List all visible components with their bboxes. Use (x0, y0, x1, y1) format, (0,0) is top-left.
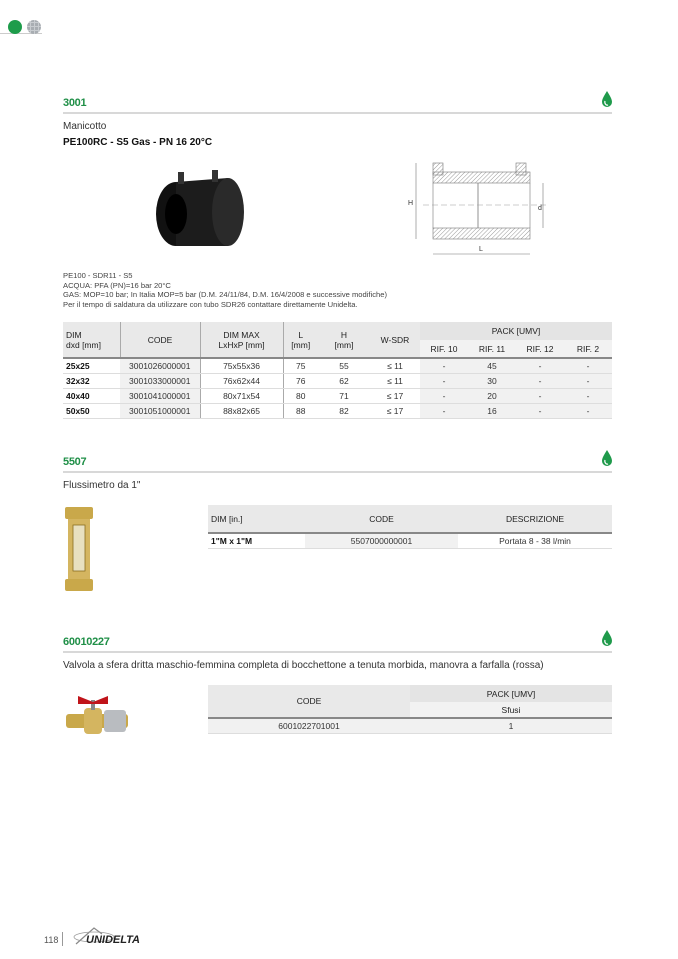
spec-table-60010227 (208, 685, 612, 734)
cell-dim: 50x50 (63, 403, 120, 418)
section-divider (63, 471, 612, 473)
header-l-unit: [mm] (291, 339, 311, 350)
cell-rif12: - (516, 358, 564, 373)
header-pack: PACK [UMV] (410, 685, 612, 702)
cell-dim: 25x25 (63, 358, 120, 373)
header-rif10: RIF. 10 (420, 340, 468, 358)
cell-wsdr: ≤ 17 (370, 388, 420, 403)
table-row (208, 533, 612, 548)
green-dot-icon (8, 20, 22, 34)
cell-l: 80 (283, 388, 318, 403)
cell-rif12: - (516, 403, 564, 418)
cell-rif10: - (420, 388, 468, 403)
water-drop-icon (601, 450, 613, 466)
product-subtitle: PE100RC - S5 Gas - PN 16 20°C (63, 137, 213, 148)
header-dim: DIM [in.] (208, 505, 305, 533)
header-code: CODE (305, 505, 458, 533)
cell-h: 62 (318, 373, 370, 388)
grid-dot-icon (27, 20, 41, 34)
header-sfusi: Sfusi (410, 702, 612, 718)
cell-rif2: - (564, 358, 612, 373)
cell-rif2: - (564, 388, 612, 403)
cell-h: 71 (318, 388, 370, 403)
cell-rif12: - (516, 373, 564, 388)
cell-wsdr: ≤ 17 (370, 403, 420, 418)
cell-dim-max: 76x62x44 (200, 373, 283, 388)
table-body (63, 358, 612, 418)
water-drop-icon (601, 91, 613, 107)
note-line: PE100 - SDR11 - S5 (63, 271, 133, 280)
product-name: Flussimetro da 1" (63, 480, 141, 491)
table-row (208, 718, 612, 733)
cell-h: 55 (318, 358, 370, 373)
header-dim-max-unit: LxHxP [mm] (218, 339, 265, 350)
note-line: Per il tempo di saldatura da utilizzare con tubo SDR26 contattare direttamente Unidelta. (63, 299, 358, 309)
water-drop-icon (601, 630, 613, 646)
cell-pack: 1 (410, 718, 612, 733)
technical-notes (63, 271, 387, 309)
cell-h: 82 (318, 403, 370, 418)
product-name: Valvola a sfera dritta maschio-femmina completa di bocchettone a tenuta morbida, manovra a farfalla (rossa) (63, 660, 544, 671)
cell-wsdr: ≤ 11 (370, 358, 420, 373)
spec-table-5507 (208, 505, 612, 549)
cell-rif11: 45 (468, 358, 516, 373)
cell-code: 3001026000001 (120, 358, 200, 373)
svg-text:UNIDELTA: UNIDELTA (86, 934, 140, 946)
note-line: ACQUA: PFA (PN)=16 bar 20°C (63, 280, 171, 290)
coupler-photo (150, 170, 250, 254)
header-wsdr: W-SDR (370, 322, 420, 358)
header-rif2: RIF. 2 (564, 340, 612, 358)
page-number: 118 (44, 935, 59, 945)
header-description: DESCRIZIONE (458, 505, 612, 533)
header-l: L (298, 329, 304, 340)
cell-code: 6001022701001 (208, 718, 410, 733)
cell-rif11: 30 (468, 373, 516, 388)
cell-code: 3001041000001 (120, 388, 200, 403)
cell-wsdr: ≤ 11 (370, 373, 420, 388)
cell-l: 75 (283, 358, 318, 373)
table-row (63, 358, 612, 373)
header-code: CODE (208, 685, 410, 718)
table-row (63, 373, 612, 388)
cell-dim-max: 80x71x54 (200, 388, 283, 403)
label-h: H (408, 200, 414, 207)
cell-rif11: 20 (468, 388, 516, 403)
cell-l: 88 (283, 403, 318, 418)
product-name: Manicotto (63, 121, 107, 132)
cell-code: 5507000000001 (305, 533, 458, 548)
cell-l: 76 (283, 373, 318, 388)
cell-description: Portata 8 - 38 l/min (458, 533, 612, 548)
ball-valve-photo (64, 694, 132, 738)
cell-dim: 1"M x 1"M (208, 533, 305, 548)
cell-rif11: 16 (468, 403, 516, 418)
footer-divider (62, 932, 63, 946)
cell-dim-max: 75x55x36 (200, 358, 283, 373)
header-dim-max: DIM MAX (223, 329, 260, 340)
product-code-60010227: 60010227 (63, 636, 110, 648)
cell-code: 3001033000001 (120, 373, 200, 388)
header-code: CODE (120, 322, 200, 358)
header-rif12: RIF. 12 (516, 340, 564, 358)
cell-rif10: - (420, 373, 468, 388)
header-pack: PACK [UMV] (420, 322, 612, 340)
header-dim: DIM (66, 329, 82, 340)
section-divider (63, 112, 612, 114)
header-h-unit: [mm] (334, 339, 354, 350)
unidelta-logo (72, 926, 172, 948)
cell-dim: 32x32 (63, 373, 120, 388)
spec-table-3001 (63, 322, 612, 419)
cell-rif10: - (420, 358, 468, 373)
cell-dim-max: 88x82x65 (200, 403, 283, 418)
product-code-3001: 3001 (63, 97, 87, 109)
header-h: H (340, 329, 348, 340)
label-d: d (538, 205, 542, 212)
cell-dim: 40x40 (63, 388, 120, 403)
flowmeter-photo (62, 505, 96, 595)
section-divider (63, 651, 612, 653)
product-code-5507: 5507 (63, 456, 87, 468)
cell-rif2: - (564, 403, 612, 418)
note-line: GAS: MOP=10 bar; In Italia MOP=5 bar (D.M. 24/11/84, D.M. 16/4/2008 e successive modifiche) (63, 290, 388, 299)
cell-code: 3001051000001 (120, 403, 200, 418)
table-row (63, 388, 612, 403)
table-row (63, 403, 612, 418)
dimension-drawing (398, 158, 553, 258)
header-dim-unit: dxd [mm] (66, 339, 101, 350)
cell-rif2: - (564, 373, 612, 388)
cell-rif10: - (420, 403, 468, 418)
label-l: L (479, 246, 483, 253)
header-rif11: RIF. 11 (468, 340, 516, 358)
cell-rif12: - (516, 388, 564, 403)
